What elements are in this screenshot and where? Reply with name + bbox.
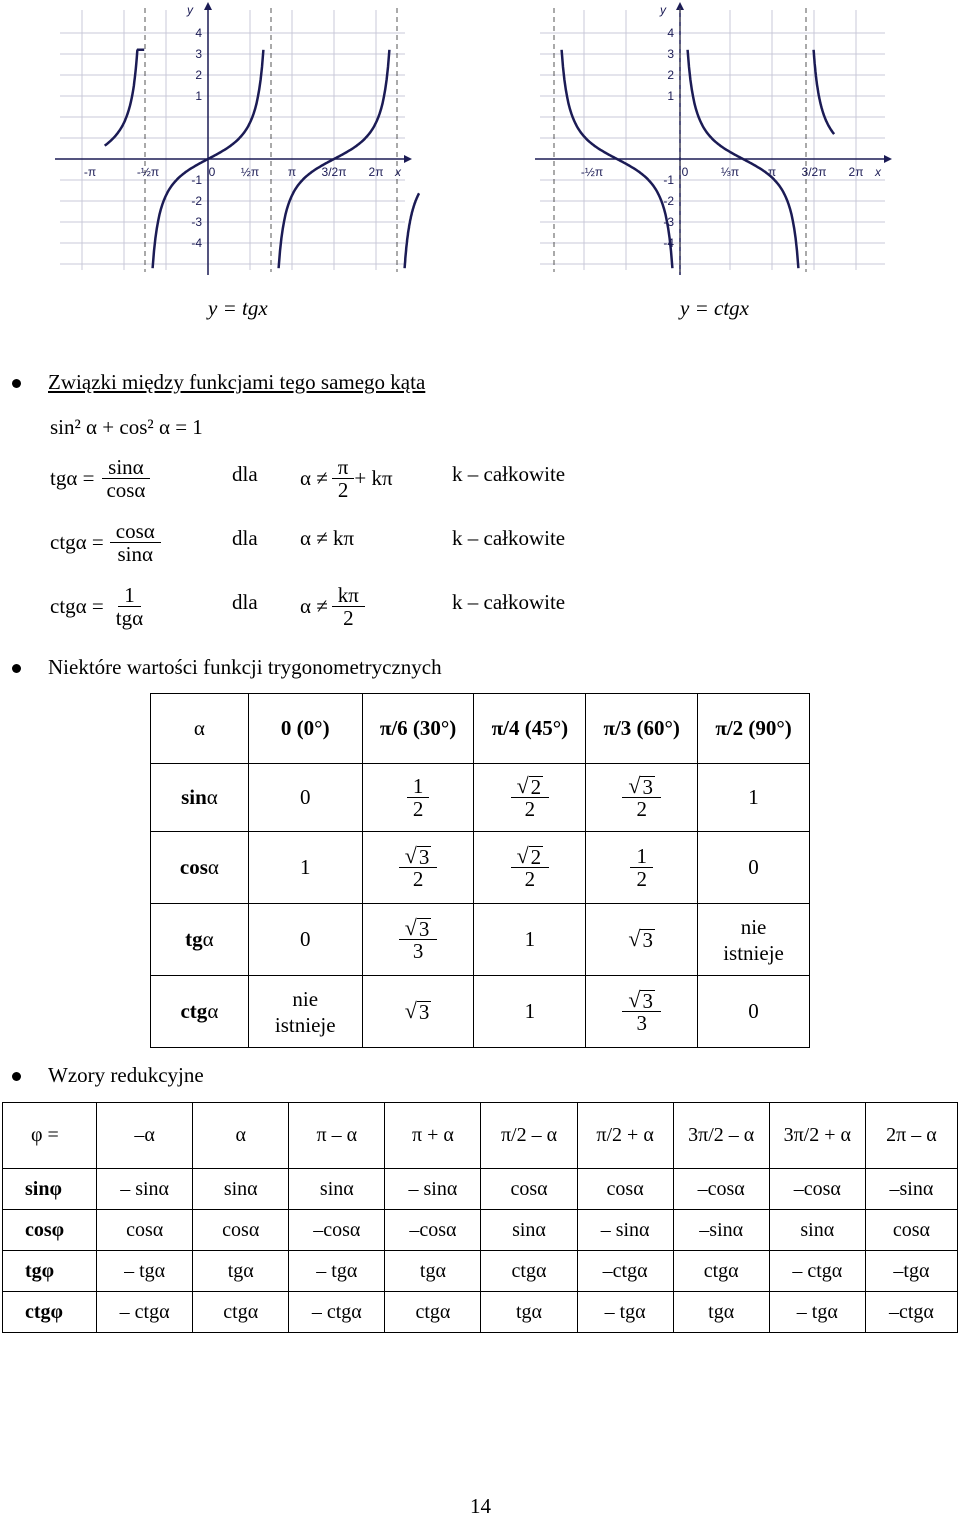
- reduction-cell: – ctgα: [769, 1251, 865, 1292]
- value-cell: nie istnieje: [248, 976, 362, 1048]
- curve-branch: [814, 50, 835, 134]
- value-cell: √ 3 2: [362, 832, 474, 904]
- y-tick-label: 4: [195, 26, 202, 40]
- reduction-cell: tgα: [193, 1251, 289, 1292]
- ctg-definition: ctgα = $\frac{\cos\alpha}{\sin\alpha}$: [50, 512, 161, 572]
- dla-label: dla: [232, 462, 258, 486]
- x-tick-label: 2π: [848, 165, 864, 179]
- page-number: 14: [470, 1494, 491, 1518]
- reduction-cell: – ctgα: [97, 1292, 193, 1333]
- y-axis-label: y: [660, 3, 666, 17]
- reduction-cell: –cosα: [769, 1169, 865, 1210]
- tangent-caption: y = tgx: [208, 296, 268, 320]
- value-cell: 0: [248, 904, 362, 976]
- value-cell: 1: [474, 976, 586, 1048]
- angle-0: 0 (0°): [248, 694, 362, 764]
- bullet: [12, 379, 21, 388]
- value-cell: √ 2 2: [474, 764, 586, 832]
- reduction-cell: tgα: [673, 1292, 769, 1333]
- dla-label: dla: [232, 526, 258, 550]
- x-tick-label: 2π: [368, 165, 384, 179]
- reduction-cell: – tgα: [289, 1251, 385, 1292]
- reduction-cell: tgα: [481, 1292, 577, 1333]
- angle-column-header: π – α: [289, 1103, 385, 1169]
- reduction-cell: –sinα: [865, 1169, 957, 1210]
- tg-condition: α ≠ $\frac{\pi}{2}$ + kπ: [300, 454, 393, 502]
- k-integer-note: k – całkowite: [452, 462, 566, 486]
- x-tick-label: π: [767, 165, 777, 179]
- reduction-cell: – tgα: [577, 1292, 673, 1333]
- reduction-cell: sinα: [289, 1169, 385, 1210]
- y-axis-label: y: [187, 3, 193, 17]
- reduction-cell: ctgα: [481, 1251, 577, 1292]
- reduction-cell: – tgα: [769, 1292, 865, 1333]
- reduction-cell: sinα: [769, 1210, 865, 1251]
- reduction-cell: – sinα: [577, 1210, 673, 1251]
- tangent-graph: [50, 0, 420, 280]
- reduction-cell: – ctgα: [289, 1292, 385, 1333]
- ctg-inverse-condition: α ≠ $\frac{k\pi}{2}$: [300, 576, 365, 636]
- reduction-cell: cosα: [97, 1210, 193, 1251]
- angle-30: π/6 (30°): [362, 694, 474, 764]
- y-tick-label: -1: [191, 173, 202, 187]
- angle-column-header: π + α: [385, 1103, 481, 1169]
- reduction-cell: – sinα: [97, 1169, 193, 1210]
- row-label-tg: tgα: [151, 904, 249, 976]
- value-cell: nie istnieje: [698, 904, 810, 976]
- y-tick-label: 3: [667, 47, 674, 61]
- row-label-sin: sinα: [151, 764, 249, 832]
- section-heading-reduction: Wzory redukcyjne: [48, 1063, 204, 1087]
- reduction-cell: –cosα: [385, 1210, 481, 1251]
- pythagorean-identity: sin² α + cos² α = 1: [50, 415, 203, 439]
- reduction-cell: cosα: [865, 1210, 957, 1251]
- cotangent-caption: y = ctgx: [680, 296, 749, 320]
- reduction-cell: ctgα: [193, 1292, 289, 1333]
- row-label-ctg: ctgα: [151, 976, 249, 1048]
- value-cell: √ 3 3: [362, 904, 474, 976]
- x-tick-label: 0: [208, 165, 216, 179]
- value-cell: √ 3: [586, 904, 698, 976]
- value-cell: 1: [698, 764, 810, 832]
- function-row-label: sinφ: [3, 1169, 97, 1210]
- reduction-cell: cosα: [193, 1210, 289, 1251]
- x-axis-label: x: [875, 165, 881, 179]
- y-tick-label: -4: [663, 236, 674, 250]
- x-tick-label: ½π: [240, 165, 260, 179]
- x-tick-label: -π: [83, 165, 97, 179]
- y-tick-label: 1: [195, 89, 202, 103]
- reduction-formulas-table: [2, 1102, 958, 1333]
- angle-60: π/3 (60°): [586, 694, 698, 764]
- cotangent-graph: [530, 0, 900, 280]
- y-tick-label: -2: [191, 194, 202, 208]
- value-cell: 0: [698, 832, 810, 904]
- y-tick-label: -4: [191, 236, 202, 250]
- reduction-cell: cosα: [481, 1169, 577, 1210]
- y-tick-label: -3: [663, 215, 674, 229]
- curve-branch: [405, 193, 420, 268]
- section-heading-values: Niektóre wartości funkcji trygonometrycznych: [48, 655, 442, 679]
- reduction-cell: sinα: [481, 1210, 577, 1251]
- reduction-cell: –cosα: [673, 1169, 769, 1210]
- dla-label: dla: [232, 590, 258, 614]
- section-heading-relations: Związki między funkcjami tego samego kąta: [48, 370, 426, 394]
- value-cell: $\frac{1}{2}$: [586, 832, 698, 904]
- x-tick-label: π: [287, 165, 297, 179]
- angle-column-header: 3π/2 – α: [673, 1103, 769, 1169]
- reduction-cell: – sinα: [385, 1169, 481, 1210]
- angle-column-header: 3π/2 + α: [769, 1103, 865, 1169]
- alpha-header: α: [151, 694, 249, 764]
- phi-header: φ =: [3, 1103, 97, 1169]
- y-tick-label: 2: [195, 68, 202, 82]
- angle-45: π/4 (45°): [474, 694, 586, 764]
- reduction-cell: –ctgα: [865, 1292, 957, 1333]
- value-cell: √ 3 2: [586, 764, 698, 832]
- y-tick-label: -1: [663, 173, 674, 187]
- row-label-cos: cosα: [151, 832, 249, 904]
- y-tick-label: 1: [667, 89, 674, 103]
- y-tick-label: -3: [191, 215, 202, 229]
- x-axis-label: x: [395, 165, 401, 179]
- x-tick-label: 3/2π: [801, 165, 827, 179]
- k-integer-note: k – całkowite: [452, 590, 566, 614]
- angle-column-header: π/2 – α: [481, 1103, 577, 1169]
- value-cell: 0: [698, 976, 810, 1048]
- value-cell: √ 2 2: [474, 832, 586, 904]
- reduction-cell: –ctgα: [577, 1251, 673, 1292]
- x-tick-label: -½π: [136, 165, 160, 179]
- reduction-cell: sinα: [193, 1169, 289, 1210]
- function-row-label: cosφ: [3, 1210, 97, 1251]
- value-cell: 1: [474, 904, 586, 976]
- x-tick-label: 0: [681, 165, 689, 179]
- angle-column-header: α: [193, 1103, 289, 1169]
- y-tick-label: 2: [667, 68, 674, 82]
- reduction-cell: –tgα: [865, 1251, 957, 1292]
- reduction-cell: cosα: [577, 1169, 673, 1210]
- trig-values-table: [150, 693, 810, 1048]
- value-cell: √ 3 3: [586, 976, 698, 1048]
- bullet: [12, 664, 21, 673]
- x-tick-label: ⅓π: [720, 165, 740, 179]
- angle-90: π/2 (90°): [698, 694, 810, 764]
- angle-column-header: –α: [97, 1103, 193, 1169]
- tg-definition: tgα = $\frac{\sin\alpha}{\cos\alpha}$: [50, 448, 151, 508]
- y-tick-label: 3: [195, 47, 202, 61]
- value-cell: 1: [248, 832, 362, 904]
- y-tick-label: 4: [667, 26, 674, 40]
- reduction-cell: – tgα: [97, 1251, 193, 1292]
- value-cell: 0: [248, 764, 362, 832]
- k-integer-note: k – całkowite: [452, 526, 566, 550]
- reduction-cell: –sinα: [673, 1210, 769, 1251]
- value-cell: $\frac{1}{2}$: [362, 764, 474, 832]
- ctg-condition: α ≠ kπ: [300, 526, 355, 550]
- bullet: [12, 1072, 21, 1081]
- reduction-cell: –cosα: [289, 1210, 385, 1251]
- angle-column-header: π/2 + α: [577, 1103, 673, 1169]
- reduction-cell: ctgα: [385, 1292, 481, 1333]
- x-tick-label: 3/2π: [321, 165, 347, 179]
- value-cell: √ 3: [362, 976, 474, 1048]
- reduction-cell: tgα: [385, 1251, 481, 1292]
- function-row-label: ctgφ: [3, 1292, 97, 1333]
- angle-column-header: 2π – α: [865, 1103, 957, 1169]
- reduction-cell: ctgα: [673, 1251, 769, 1292]
- function-row-label: tgφ: [3, 1251, 97, 1292]
- x-tick-label: -½π: [580, 165, 604, 179]
- y-tick-label: -2: [663, 194, 674, 208]
- ctg-inverse: ctgα = $\frac{1}{\text{tgα}}$: [50, 582, 144, 630]
